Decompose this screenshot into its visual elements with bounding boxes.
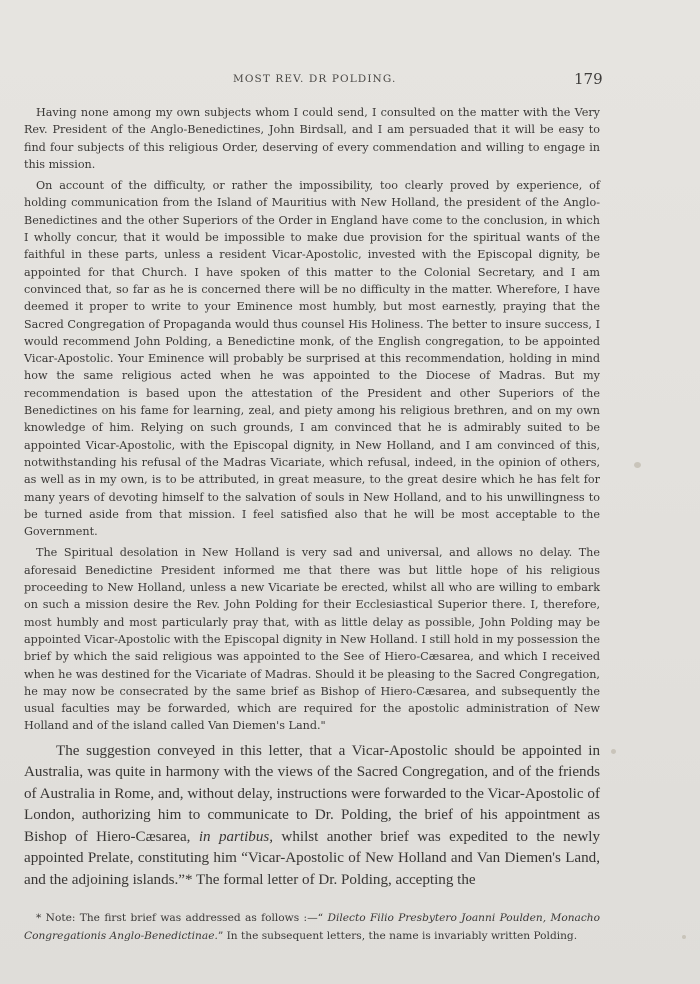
quote-paragraph-1: Having none among my own subjects whom I could send, I consulted on the matter with the Very Rev. President of the Anglo-Benedictines, John Birdsall, and I am persuaded that it will be easy to find four subjects of this religious Order, deserving of every commendation and willing to engage in this mission. (24, 106, 600, 171)
paper-speck (634, 462, 641, 468)
page-body (24, 104, 600, 945)
footnote-italic: Dilecto Filio Presbytero Joanni Poulden, Monacho Congregationis Anglo-Benedictinae. (24, 912, 600, 943)
paper-speck (611, 749, 616, 754)
main-text-italic: in partibus, (198, 828, 274, 845)
page-number: 179 (574, 70, 603, 88)
quote-paragraph-3: The Spiritual desolation in New Holland is very sad and universal, and allows no delay. The aforesaid Benedictine President informed me that there was but little hope of his religious proceeding to New Holland, unless a new Vicariate be erected, whilst all who are willing to embark on such a mission desire the Rev. John Polding for their Ecclesiastical Superior there. I, therefore, most humbly and most particularly pray that, with as little delay as possible, John Polding may be appointed Vicar-Apostolic with the Episcopal dignity in New Holland. I still hold in my possession the brief by which the said religious was appointed to the See of Hiero-Cæsarea, and which I received when he was destined for the Vicariate of Madras. Should it be pleasing to the Sacred Congregation, he may now be consecrated by the same brief as Bishop of Hiero-Cæsarea, and subsequently the usual faculties may be forwarded, which are required for the apostolic administration of New Holland and of the island called Van Diemen's Land." (24, 546, 600, 733)
footnote-trail: ” In the subsequent letters, the name is invariably written Polding. (217, 930, 578, 943)
running-title: MOST REV. DR POLDING. (233, 73, 397, 85)
paper-speck (682, 935, 686, 939)
page-header (0, 70, 700, 90)
main-text-part-1: The suggestion conveyed in this letter, that a Vicar-Apostolic should be appointed in Australia, was quite in harmony with the views of the Sacred Congregation, and of the friends of Australia in Rome, and, without delay, instructions were forwarded to the Vicar-Apostolic of London, authorizing him to communicate to Dr. Polding, the brief of his appointment as Bishop of Hiero-Cæsarea, (24, 742, 600, 845)
quoted-letter (24, 104, 600, 735)
quote-paragraph-2: On account of the difficulty, or rather the impossibility, too clearly proved by experience, of holding communication from the Island of Mauritius with New Holland, the president of the Anglo-Benedictines and the other Superiors of the Order in England have come to the conclusion, in which I wholly concur, that it would be impossible to make due provision for the spiritual wants of the faithful in these parts, unless a resident Vicar-Apostolic, invested with the Episcopal dignity, be appointed for that Church. I have spoken of this matter to the Colonial Secretary, and I am convinced that, so far as he is concerned there will be no difficulty in the matter. Wherefore, I have deemed it proper to write to your Eminence most humbly, but most earnestly, praying that the Sacred Congregation of Propaganda would thus counsel His Holiness. The better to insure success, I would recommend John Polding, a Benedictine monk, of the English congregation, to be appointed Vicar-Apostolic. Your Eminence will probably be surprised at this recommendation, holding in mind how the same religious acted when he was appointed to the Diocese of Madras. But my recommendation is based upon the attestation of the President and other Superiors of the Benedictines on his fame for learning, zeal, and piety among his religious brethren, and on my own knowledge of him. Relying on such grounds, I am convinced that he is admirably suited to be appointed Vicar-Apostolic, with the Episcopal dignity, in New Holland, and I am convinced of this, notwithstanding his refusal of the Madras Vicariate, which refusal, indeed, in the opinion of others, as well as in my own, is to be attributed, in great measure, to the great desire which he has felt for many years of devoting himself to the salvation of souls in New Holland, and to his unwillingness to be turned aside from that mission. I feel satisfied also that he will be most acceptable to the Government. (24, 179, 600, 539)
main-text-part-2: whilst another brief was expedited to the newly appointed Prelate, constituting him “Vicar-Apostolic of New Holland and Van Diemen's Land, and the adjoining islands.”* The formal letter of Dr. Polding, accepting the (24, 828, 600, 888)
footnote-lead: * Note: The first brief was addressed as follows :—“ (36, 912, 328, 925)
main-paragraph (24, 741, 600, 892)
footnote (24, 909, 600, 945)
